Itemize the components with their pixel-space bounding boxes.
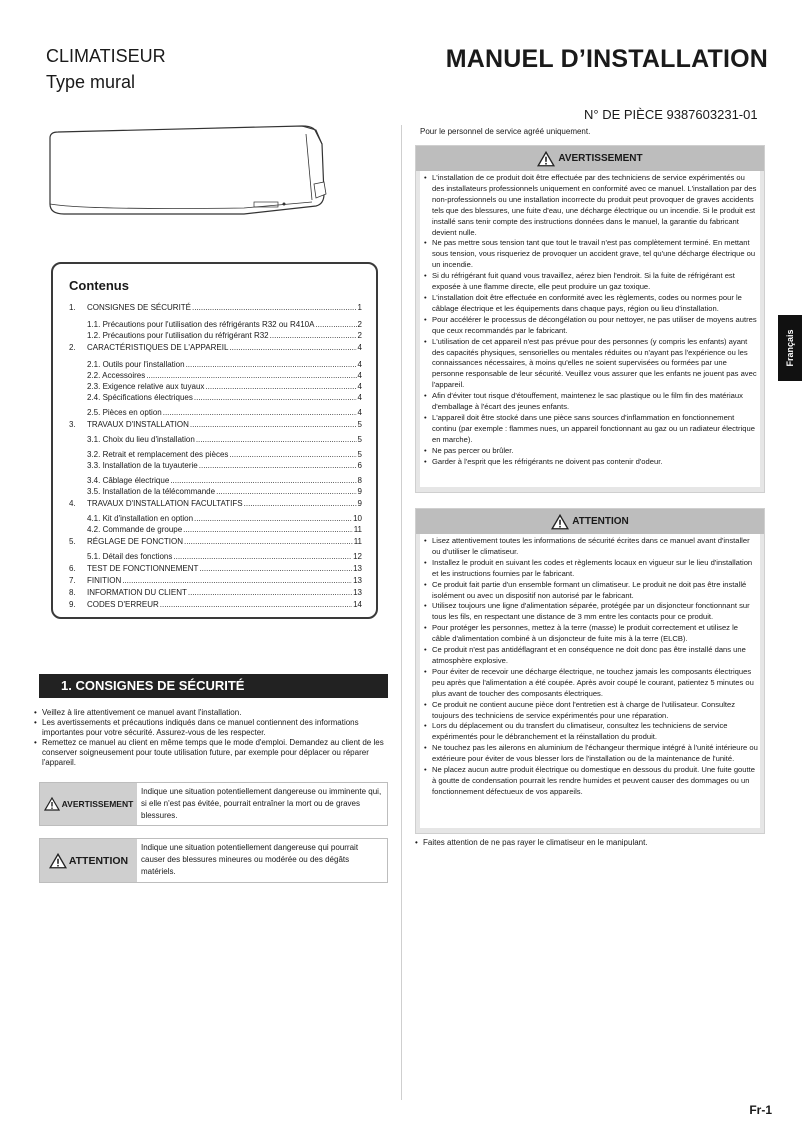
toc-heading: Contenus [69,278,129,293]
toc-entry-title: INFORMATION DU CLIENT [87,588,187,597]
toc-entry[interactable] [69,434,362,445]
toc-entry[interactable] [69,587,362,598]
manual-title: MANUEL D’INSTALLATION [445,45,768,73]
toc-entry[interactable] [69,342,362,353]
handling-note: • Faites attention de ne pas rayer le climatiseur en le manipulant. [415,838,648,847]
list-item: • L'utilisation de cet appareil n'est pas prévue pour des personnes (y compris les enfants) ayant des capacités physiques, sensorielles ou mentales réduites ou n'ayant pas l'expérience ou les connaissances nécessaires, à moins qu'elles ne soient supervisées ou formées par une personne responsable de leur sécurité. Veuillez vous assurer que les enfants ne jouent pas avec l'appareil. [424,337,758,392]
list-item: • Ne pas mettre sous tension tant que tout le travail n'est pas complètement terminé. En mettant sous tension, vous risqueriez de provoquer un accident grave, tel qu'une décharge électrique ou un incendie. [424,238,758,271]
intro-note: Pour le personnel de service agréé uniquement. [420,127,591,136]
warning-list [420,171,760,487]
toc-entry-number: 8. [69,588,76,597]
toc-entry[interactable] [69,370,362,381]
panel-title: AVERTISSEMENT [558,153,643,164]
toc-entry[interactable] [69,381,362,392]
toc-entry-number: 7. [69,576,76,585]
toc-entry-title: TEST DE FONCTIONNEMENT [87,564,199,573]
toc-entry-page: 4 [357,360,362,369]
toc-entry[interactable] [69,359,362,370]
toc-entry-title: TRAVAUX D'INSTALLATION [87,420,189,429]
toc-entry-page: 13 [353,576,362,585]
toc-entry-title: 2.1. Outils pour l'installation [87,360,185,369]
toc-entry-title: 3.5. Installation de la télécommande [87,487,216,496]
signal-word-attention [39,838,388,883]
signal-label-text: AVERTISSEMENT [61,799,134,809]
toc-entry-title: 2.3. Exigence relative aux tuyaux [87,382,205,391]
toc-entry[interactable] [69,407,362,418]
list-item: • Les avertissements et précautions indiqués dans ce manuel contiennent des informations importantes pour votre sécurité. Assurez-vous de les respecter. [32,718,388,738]
toc-entry-page: 4 [357,408,362,417]
list-item: • L'installation de ce produit doit être effectuée par des techniciens de service expérimentés ou des installateurs professionnels uniquement en conformité avec ce manuel. L'installation par des non-professionnels ou une installation incorrecte du produit peut provoquer de graves accidents tels que des blessures, une fuite d'eau, une décharge électrique ou un incendie. Si le produit est installé sans tenir compte des instructions données dans le manuel, la garantie du fabricant devient nulle. [424,173,758,238]
toc-entry-page: 2 [357,331,362,340]
toc-entry-title: 2.2. Accessoires [87,371,146,380]
toc-entry-number: 2. [69,343,76,352]
list-item: • Remettez ce manuel au client en même temps que le mode d'emploi. Demandez au client de les conserver soigneusement pour toute utilisation future, par exemple pour déplacer ou réparer l'appareil. [32,738,388,768]
toc-entry-page: 2 [357,320,362,329]
toc-entry[interactable] [69,498,362,509]
toc-entry-page: 4 [357,343,362,352]
attention-list [420,534,760,828]
list-item: • L'installation doit être effectuée en conformité avec les règlements, codes ou normes pour le câblage électrique et les équipements dans chaque pays, région ou lieu d'installation. [424,293,758,315]
signal-description: Indique une situation potentiellement dangereuse ou imminente qui, si elle n'est pas évitée, pourrait entraîner la mort ou de graves blessures. [141,787,382,820]
panel-header [416,509,764,534]
toc-entry-title: CARACTÉRISTIQUES DE L'APPAREIL [87,343,229,352]
toc-entry-page: 11 [353,537,362,546]
list-item: • Ne placez aucun autre produit électrique ou domestique en dessous du produit. Une fuite goutte à goutte de condensation pourrait les rendre humides et peuvent causer des dommages ou un fonctionnement défectueux de vos appareils. [424,765,758,798]
list-item: • Pour protéger les personnes, mettez à la terre (masse) le produit correctement et utilisez le câble d'alimentation combiné à un disjoncteur de fuite mis à la terre (ELCB). [424,623,758,645]
signal-word-warning [39,782,388,826]
warning-triangle-icon [49,853,67,869]
toc-entry[interactable] [69,449,362,460]
toc-entry[interactable] [69,575,362,586]
toc-entry-page: 8 [357,476,362,485]
toc-entry-title: RÉGLAGE DE FONCTION [87,537,184,546]
list-item: • Afin d'éviter tout risque d'étouffement, maintenez le sac plastique ou le film fin des matériaux d'emballage à l'écart des jeunes enfants. [424,391,758,413]
toc-entry-page: 4 [357,371,362,380]
toc-entry-title: 4.2. Commande de groupe [87,525,183,534]
list-item: • Ce produit n'est pas antidéflagrant et en conséquence ne doit donc pas être installé dans une atmosphère explosive. [424,645,758,667]
part-number: N° DE PIÈCE 9387603231-01 [584,107,758,122]
toc-entry-title: 2.5. Pièces en option [87,408,162,417]
toc-entry-page: 4 [357,382,362,391]
toc-entry[interactable] [69,330,362,341]
language-tab[interactable] [778,315,802,381]
toc-entry-title: 5.1. Détail des fonctions [87,552,173,561]
toc-entry-number: 4. [69,499,76,508]
signal-label [40,783,137,825]
list-item: • Utilisez toujours une ligne d'alimentation séparée, protégée par un disjoncteur fonctionnant sur tous les fils, en respectant une distance de 3 mm entre les contacts pour ce produit. [424,601,758,623]
toc-entry-number: 1. [69,303,76,312]
section-bullet-list [32,708,388,768]
list-item: • Veillez à lire attentivement ce manuel avant l'installation. [32,708,388,718]
toc-entry-page: 14 [353,600,362,609]
list-item: • Ce produit fait partie d'un ensemble formant un climatiseur. Le produit ne doit pas être installé isolément ou avec un dispositif non autorisé par le fabricant. [424,580,758,602]
toc-entry-title: 3.3. Installation de la tuyauterie [87,461,198,470]
list-item: • Lisez attentivement toutes les informations de sécurité écrites dans ce manuel avant d'installer ou d'utiliser le climatiseur. [424,536,758,558]
toc-entry-number: 3. [69,420,76,429]
toc-entry-page: 4 [357,393,362,402]
list-item: • Ce produit ne contient aucune pièce dont l'entretien est à charge de l'utilisateur. Consultez toujours des techniciens de service expérimentés pour une réparation. [424,700,758,722]
toc-entry-page: 1 [357,303,362,312]
list-item: • Ne pas percer ou brûler. [424,446,758,457]
toc-entry[interactable] [69,475,362,486]
list-item: • Garder à l'esprit que les réfrigérants ne doivent pas contenir d'odeur. [424,457,758,468]
toc-entry-number: 9. [69,600,76,609]
list-item: • Si du réfrigérant fuit quand vous travaillez, aérez bien l'endroit. Si la fuite de réfrigérant est exposée à une flamme directe, elle peut produire un gaz toxique. [424,271,758,293]
list-item: • Installez le produit en suivant les codes et règlements locaux en vigueur sur le lieu d'installation et les instructions fournies par le fabricant. [424,558,758,580]
warning-triangle-icon [44,797,60,811]
warning-panel [415,145,765,493]
toc-entry-title: TRAVAUX D'INSTALLATION FACULTATIFS [87,499,243,508]
toc-entry[interactable] [69,392,362,403]
toc-entry-page: 5 [357,450,362,459]
toc-entry-page: 13 [353,564,362,573]
toc-entry-page: 5 [357,420,362,429]
toc-entry-page: 13 [353,588,362,597]
warning-triangle-icon [537,151,555,167]
toc-entry-page: 5 [357,435,362,444]
toc-entry-title: FINITION [87,576,122,585]
column-divider [401,125,402,1100]
toc-entry[interactable] [69,551,362,562]
toc-entry-title: 3.1. Choix du lieu d'installation [87,435,195,444]
toc-entry-page: 9 [357,499,362,508]
toc-entry-number: 5. [69,537,76,546]
attention-panel [415,508,765,834]
list-item: • Lors du déplacement ou du transfert du climatiseur, consultez les techniciens de service expérimentés pour le débranchement et la réinstallation du produit. [424,721,758,743]
toc-entry-title: 1.2. Précautions pour l'utilisation du réfrigérant R32 [87,331,269,340]
warning-triangle-icon [551,514,569,530]
page-number: Fr-1 [749,1103,772,1117]
toc-entry-page: 10 [353,514,362,523]
toc-entry-page: 11 [353,525,362,534]
toc-entry-page: 6 [357,461,362,470]
toc-entry-page: 12 [353,552,362,561]
toc-entry[interactable] [69,319,362,330]
panel-title: ATTENTION [572,516,629,527]
toc-entry-title: CONSIGNES DE SÉCURITÉ [87,303,192,312]
product-type: Type mural [46,72,136,92]
toc-entry[interactable] [69,513,362,524]
toc-entry[interactable] [69,302,362,313]
table-of-contents [51,262,378,619]
product-category: CLIMATISEUR [46,46,166,66]
section-heading: 1. CONSIGNES DE SÉCURITÉ [39,674,388,698]
language-tab-label: Français [785,329,795,367]
toc-entry[interactable] [69,524,362,535]
toc-entry-title: 3.4. Câblage électrique [87,476,170,485]
panel-header [416,146,764,171]
toc-entry[interactable] [69,599,362,610]
toc-entry[interactable] [69,536,362,547]
air-conditioner-illustration [44,124,334,224]
toc-entry-title: 4.1. Kit d'installation en option [87,514,194,523]
toc-entry-number: 6. [69,564,76,573]
toc-entry[interactable] [69,460,362,471]
list-item: • Pour accélérer le processus de décongélation ou pour nettoyer, ne pas utiliser de moyens autres que ceux recommandés par le fabricant. [424,315,758,337]
list-item: • Pour éviter de recevoir une décharge électrique, ne touchez jamais les composants électriques peu après que l'alimentation a été coupée. Après avoir coupé le courant, patientez 5 minutes ou plus avant de toucher des composants électriques. [424,667,758,700]
toc-entry-title: CODES D'ERREUR [87,600,159,609]
toc-entry[interactable] [69,486,362,497]
signal-label [40,839,137,882]
list-item: • Ne touchez pas les ailerons en aluminium de l'échangeur thermique intégré à l'unité intérieure ou extérieure pour éviter de vous blesser lors de l'installation ou de la maintenance de l'unité. [424,743,758,765]
signal-description: Indique une situation potentiellement dangereuse qui pourrait causer des blessures mineures ou modérée ou des dégâts matériels. [141,843,359,876]
toc-entry-page: 9 [357,487,362,496]
toc-entry-title: 1.1. Précautions pour l'utilisation des réfrigérants R32 ou R410A [87,320,315,329]
toc-entry-title: 3.2. Retrait et remplacement des pièces [87,450,229,459]
toc-entry-title: 2.4. Spécifications électriques [87,393,193,402]
signal-label-text: ATTENTION [68,854,129,867]
list-item: • L'appareil doit être stocké dans une pièce sans sources d'inflammation en fonctionnement continu (par exemple : flammes nues, un appareil fonctionnant au gaz ou un radiateur électrique en marche). [424,413,758,446]
toc-entry[interactable] [69,563,362,574]
toc-entry[interactable] [69,419,362,430]
